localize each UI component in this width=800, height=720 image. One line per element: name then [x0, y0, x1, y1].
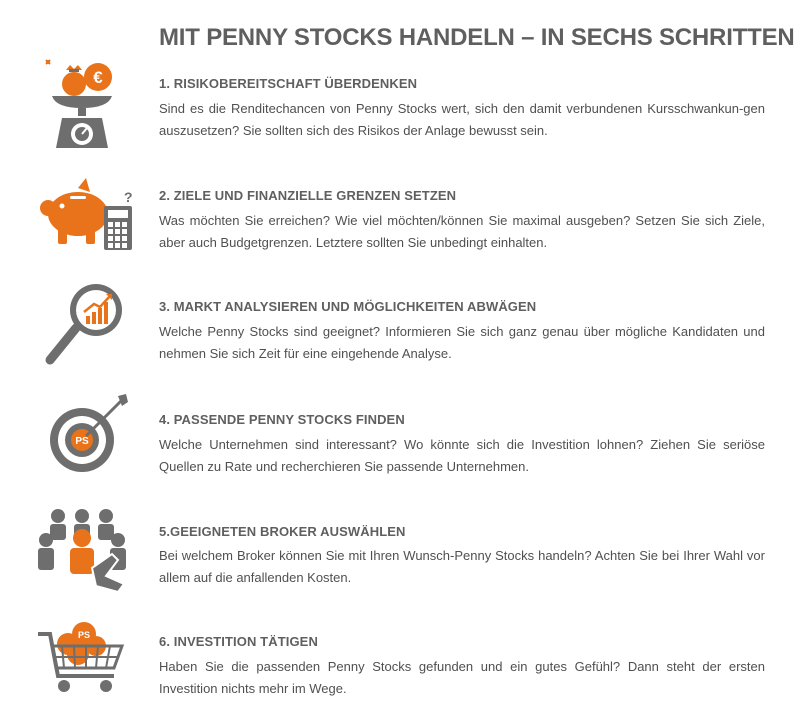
- piggy-bank-calculator-icon: [34, 168, 134, 264]
- step-text: Was möchten Sie erreichen? Wie viel möchten/können Sie maximal ausgeben? Setzen Sie sich Ziele, aber auch Budgetgrenzen. Letztere sollten Sie unbedingt einhalten.: [159, 213, 765, 250]
- step-text: Welche Unternehmen sind interessant? Wo könnte sich die Investition lohnen? Ziehen Sie seriöse Quellen zu Rate und recherchieren Sie passende Unternehmen.: [159, 437, 765, 474]
- step-1: [0, 56, 800, 156]
- target-badge-text: PS: [75, 436, 89, 447]
- target-arrow-icon: [34, 392, 134, 488]
- step-heading: 3. MARKT ANALYSIEREN UND MÖGLICHKEITEN ABWÄGEN: [159, 299, 537, 314]
- step-heading: 5.GEEIGNETEN BROKER AUSWÄHLEN: [159, 524, 406, 539]
- coin-badge-text: PS: [77, 630, 91, 640]
- step-heading: 2. ZIELE UND FINANZIELLE GRENZEN SETZEN: [159, 188, 457, 203]
- step-heading: 6. INVESTITION TÄTIGEN: [159, 634, 318, 649]
- step-3: [0, 280, 800, 380]
- step-2: [0, 168, 800, 268]
- step-5: [0, 504, 800, 604]
- page-title: MIT PENNY STOCKS HANDELN – IN SECHS SCHRITTEN: [159, 24, 795, 51]
- magnifier-chart-icon: [34, 280, 134, 376]
- step-text: Sind es die Renditechancen von Penny Stocks wert, sich den damit verbundenen Kursschwankun-gen auszusetzen? Sie sollten sich des Risikos der Anlage bewusst sein.: [159, 101, 765, 138]
- shopping-cart-icon: [34, 614, 134, 710]
- svg-text:€: €: [93, 68, 103, 87]
- step-heading: 1. RISIKOBEREITSCHAFT ÜBERDENKEN: [159, 76, 418, 91]
- step-4: [0, 392, 800, 492]
- scale-euro-icon: [34, 56, 134, 152]
- step-heading: 4. PASSENDE PENNY STOCKS FINDEN: [159, 412, 405, 427]
- step-text: Welche Penny Stocks sind geeignet? Informieren Sie sich ganz genau über mögliche Kandidaten und nehmen Sie sich Zeit für eine eingehende Analyse.: [159, 324, 765, 361]
- step-text: Haben Sie die passenden Penny Stocks gefunden und ein gutes Gefühl? Dann steht der ersten Investition nichts mehr im Wege.: [159, 659, 765, 696]
- step-6: [0, 614, 800, 714]
- step-text: Bei welchem Broker können Sie mit Ihren Wunsch-Penny Stocks handeln? Achten Sie bei Ihrer Wahl vor allem auf die anfallenden Kosten.: [159, 548, 765, 585]
- svg-text:?: ?: [124, 189, 133, 205]
- people-select-icon: [34, 504, 134, 600]
